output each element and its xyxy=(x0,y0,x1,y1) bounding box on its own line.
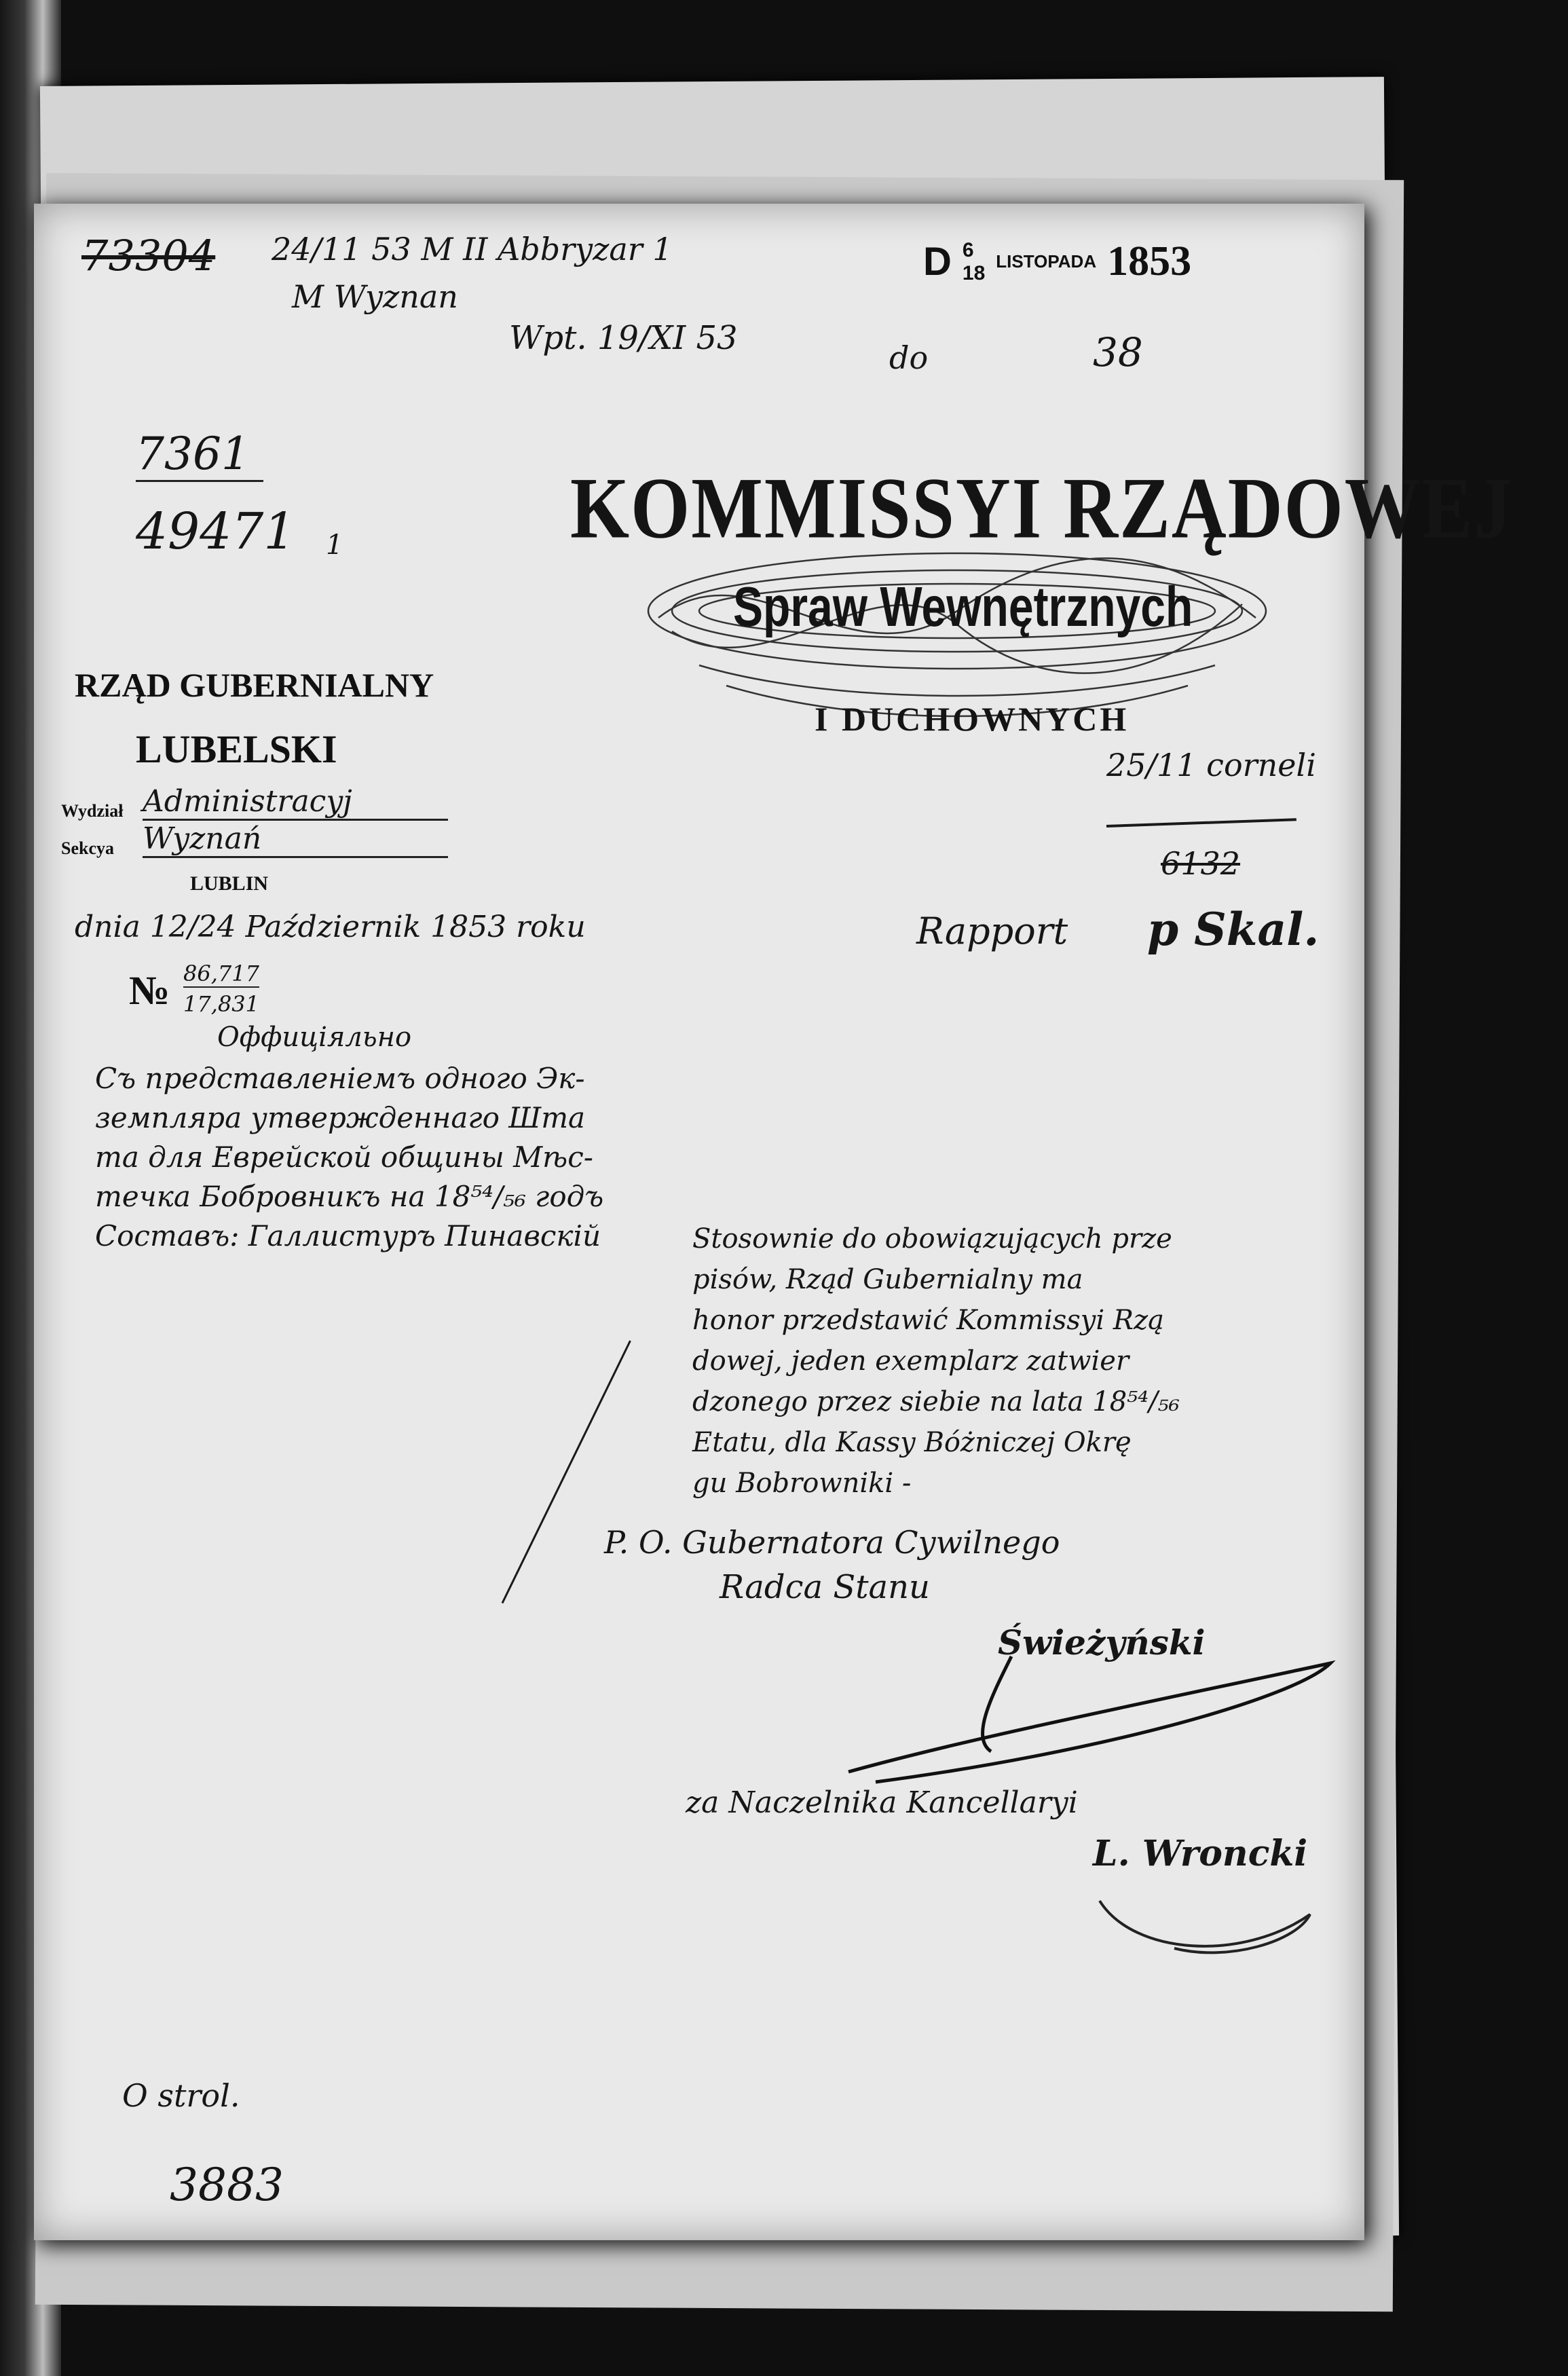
ministry-heading: KOMMISSYI RZĄDOWEJ xyxy=(570,460,1514,557)
footer-note: O strol. xyxy=(122,2077,240,2114)
top-note: 24/11 53 M II Abbryzar 1 xyxy=(272,231,673,267)
wydzial-value: Administracyj xyxy=(143,784,448,821)
chancery-signature: L. Wroncki xyxy=(1093,1833,1308,1874)
receipt-date-note: Wpt. 19/XI 53 xyxy=(509,319,738,357)
polish-line-1: Stosownie do obowiązujących prze xyxy=(692,1223,1172,1255)
right-note-underline xyxy=(1106,818,1296,828)
stamp-letter: D xyxy=(923,240,952,284)
russian-line-4: течка Бобровникъ на 18⁵⁴/₅₆ годъ xyxy=(95,1180,604,1213)
russian-line-5: Составъ: Галлиcтуръ Пинавскій xyxy=(95,1219,601,1252)
document-page xyxy=(34,204,1514,2240)
russian-line-1: Съ представленіемъ одного Эк- xyxy=(95,1062,585,1095)
russian-line-2: земпляра утвержденнаго Шта xyxy=(95,1101,586,1134)
wydzial-label: Wydział xyxy=(61,801,124,821)
governor-signature: Świeżyński xyxy=(998,1622,1206,1663)
rapport-label: Rapport xyxy=(916,910,1068,952)
sign-title-1: P. O. Gubernatora Cywilnego xyxy=(604,1524,1060,1561)
stamp-month: LISTOPADA xyxy=(996,251,1097,272)
no-bottom: 17,831 xyxy=(183,991,259,1017)
registry-number-1: 7361 xyxy=(136,428,263,482)
stamp-fraction-bottom: 18 xyxy=(962,261,986,284)
stamp-year: 1853 xyxy=(1107,238,1192,284)
polish-line-5: dzonego przez siebie na lata 18⁵⁴/₅₆ xyxy=(692,1386,1180,1417)
right-signature: p Skal. xyxy=(1147,903,1320,956)
chancery-label: za Naczelnika Kancellaryi xyxy=(686,1785,1078,1820)
polish-line-2: pisów, Rząd Gubernialny ma xyxy=(692,1264,1083,1295)
registry-number-2: 49471 xyxy=(136,502,296,561)
footer-number: 3883 xyxy=(170,2159,284,2211)
sekcya-label: Sekcya xyxy=(61,838,114,858)
right-note-1: 25/11 corneli xyxy=(1106,747,1316,783)
sender-line-2: LUBELSKI xyxy=(136,727,337,771)
chancery-flourish xyxy=(1093,1874,1324,1969)
registry-number-2-suffix: 1 xyxy=(326,530,343,561)
file-number-top: 73304 xyxy=(81,231,216,280)
sender-line-1: RZĄD GUBERNIALNY xyxy=(75,666,434,704)
polish-line-3: honor przedstawić Kommissyi Rzą xyxy=(692,1305,1164,1336)
sekcya-value: Wyznań xyxy=(143,821,448,858)
city: LUBLIN xyxy=(190,872,269,895)
sign-title-2: Radca Stanu xyxy=(720,1568,930,1606)
right-note-2: 6132 xyxy=(1161,845,1241,882)
registry-stamp xyxy=(923,238,1191,286)
stamp-fraction xyxy=(963,239,985,285)
russian-heading: Оффиціяльно xyxy=(217,1022,412,1053)
ministry-subheading: Spraw Wewnętrznych xyxy=(733,574,1193,638)
signature-flourish xyxy=(835,1636,1351,1792)
russian-line-3: та для Еврейской общины Мѣс- xyxy=(95,1140,593,1174)
ministry-subheading-2: I DUCHOWNYCH xyxy=(815,700,1130,738)
polish-line-4: dowej, jeden exemplarz zatwier xyxy=(692,1345,1130,1377)
stamp-fraction-top: 6 xyxy=(962,238,974,261)
sender-date: dnia 12/24 Październik 1853 roku xyxy=(75,910,586,944)
ad-number: 38 xyxy=(1093,329,1143,375)
top-note-2: M Wyznan xyxy=(292,278,458,315)
polish-line-6: Etatu, dla Kassy Bóżniczej Okrę xyxy=(692,1427,1132,1458)
no-label: № xyxy=(129,968,170,1013)
ad-label: do xyxy=(889,339,929,376)
no-top: 86,717 xyxy=(183,961,259,986)
margin-stroke xyxy=(502,1340,631,1603)
polish-line-7: gu Bobrowniki - xyxy=(692,1468,912,1499)
